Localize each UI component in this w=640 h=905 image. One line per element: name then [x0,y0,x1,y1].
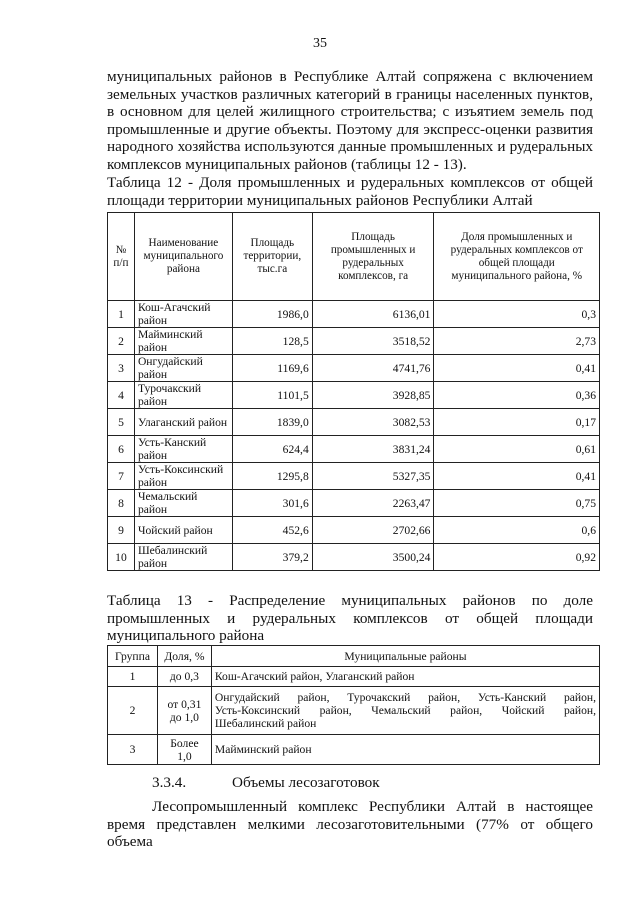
district-name: Турочакский район [134,382,232,409]
group-number: 3 [108,735,158,765]
table-row [108,409,600,436]
table13 [107,645,600,765]
industrial-area: 3831,24 [312,436,434,463]
table-row [108,301,600,328]
industrial-area: 4741,76 [312,355,434,382]
intro-line: земельных участков различных категорий в границы населенных пунктов, [107,85,593,103]
territory-area: 379,2 [232,544,312,571]
group-number: 2 [108,687,158,735]
row-number: 5 [108,409,135,436]
table13-caption-line: промышленных и рудеральных комплексов от общей площади [107,609,593,627]
row-number: 7 [108,463,135,490]
table13-caption-line: муниципального района [107,627,265,644]
intro-line: промышленные и другие объекты. Поэтому для экспресс-оценки развития [107,120,593,138]
territory-area: 1839,0 [232,409,312,436]
industrial-share: 0,6 [434,517,600,544]
intro-line: народного хозяйства используются данные промышленных и рудеральных [107,138,593,155]
section-title: Объемы лесозаготовок [232,774,380,791]
table13-header-cell: Муниципальные районы [211,646,599,667]
page-number: 35 [313,36,327,51]
table13-caption-line: Таблица 13 - Распределение муниципальных районов по доле [107,592,593,609]
section-number: 3.3.4. [152,774,187,791]
table-row [108,463,600,490]
table-row [108,490,600,517]
table-row [108,355,600,382]
industrial-share: 0,61 [434,436,600,463]
industrial-share: 0,75 [434,490,600,517]
intro-paragraph [107,68,593,173]
intro-line: муниципальных районов в Республике Алтай сопряжена с включением [107,68,593,85]
table-row [108,687,600,735]
row-number: 1 [108,301,135,328]
share-line: до 0,3 [169,670,199,683]
industrial-share: 0,41 [434,463,600,490]
territory-area: 301,6 [232,490,312,517]
districts-cell [211,735,599,765]
industrial-share: 0,17 [434,409,600,436]
table13-header-row [108,646,600,667]
row-number: 2 [108,328,135,355]
share-range [157,735,211,765]
row-number: 10 [108,544,135,571]
group-number: 1 [108,667,158,687]
final-line: время представлен мелкими лесозаготовительными (77% от общего объема [107,815,593,850]
district-name: Чойский район [134,517,232,544]
districts-cell [211,687,599,735]
final-paragraph [107,798,593,851]
district-name: Кош-Агачский район [134,301,232,328]
industrial-area: 6136,01 [312,301,434,328]
final-line: Лесопромышленный комплекс Республики Алтай в настоящее [152,798,593,815]
districts-line: Кош-Агачский район, Улаганский район [214,670,415,683]
table12-header-cell: Площадь территории, тыс.га [232,213,312,301]
industrial-area: 3518,52 [312,328,434,355]
row-number: 3 [108,355,135,382]
row-number: 8 [108,490,135,517]
industrial-area: 2702,66 [312,517,434,544]
territory-area: 1169,6 [232,355,312,382]
table-row [108,382,600,409]
territory-area: 1101,5 [232,382,312,409]
row-number: 9 [108,517,135,544]
table12-header-row [108,213,600,301]
district-name: Улаганский район [134,409,232,436]
industrial-area: 5327,35 [312,463,434,490]
table13-caption [107,592,593,645]
industrial-share: 0,36 [434,382,600,409]
intro-line: комплексов муниципальных районов (таблицы 12 - 13). [107,155,467,173]
share-line: Более [170,736,199,750]
industrial-share: 0,41 [434,355,600,382]
district-name: Шебалинский район [134,544,232,571]
table12-header-cell: № п/п [108,213,135,301]
industrial-area: 3928,85 [312,382,434,409]
share-line: до 1,0 [169,710,199,724]
table12-header-cell: Наименование муниципального района [134,213,232,301]
table-row [108,436,600,463]
table-row [108,667,600,687]
districts-cell [211,667,599,687]
districts-line: Майминский район [214,743,312,756]
industrial-share: 2,73 [434,328,600,355]
share-line: от 0,31 [167,697,202,711]
table-row [108,735,600,765]
territory-area: 1295,8 [232,463,312,490]
table13-header-cell: Доля, % [157,646,211,667]
table13-header-cell: Группа [108,646,158,667]
table12-header-cell: Площадь промышленных и рудеральных комплексов, га [312,213,434,301]
territory-area: 624,4 [232,436,312,463]
intro-line: в основном для целей жилищного строительства; с изъятием земель под [107,103,593,120]
share-range [157,687,211,735]
industrial-share: 0,92 [434,544,600,571]
table12-header-cell: Доля промышленных и рудеральных комплексов от общей площади муниципального района, % [434,213,600,301]
districts-line: Онгудайский район, Турочакский район, Усть-Канский район, [214,691,596,704]
territory-area: 1986,0 [232,301,312,328]
districts-line: Шебалинский район [214,717,317,730]
industrial-area: 2263,47 [312,490,434,517]
district-name: Майминский район [134,328,232,355]
row-number: 6 [108,436,135,463]
table-row [108,517,600,544]
industrial-area: 3082,53 [312,409,434,436]
table12-caption-line: Таблица 12 - Доля промышленных и рудеральных комплексов от общей [107,174,593,191]
district-name: Чемальский район [134,490,232,517]
table12-caption [107,174,593,209]
table12 [107,212,600,571]
industrial-area: 3500,24 [312,544,434,571]
section-heading [152,774,380,792]
territory-area: 128,5 [232,328,312,355]
table12-caption-line: площади территории муниципальных районов Республики Алтай [107,191,533,209]
share-line: 1,0 [177,749,192,763]
row-number: 4 [108,382,135,409]
districts-line: Усть-Коксинский район, Чемальский район, Чойский район, [214,704,596,717]
table-row [108,328,600,355]
district-name: Усть-Канский район [134,436,232,463]
share-range [157,667,211,687]
district-name: Усть-Коксинский район [134,463,232,490]
table-row [108,544,600,571]
district-name: Онгудайский район [134,355,232,382]
territory-area: 452,6 [232,517,312,544]
industrial-share: 0,3 [434,301,600,328]
